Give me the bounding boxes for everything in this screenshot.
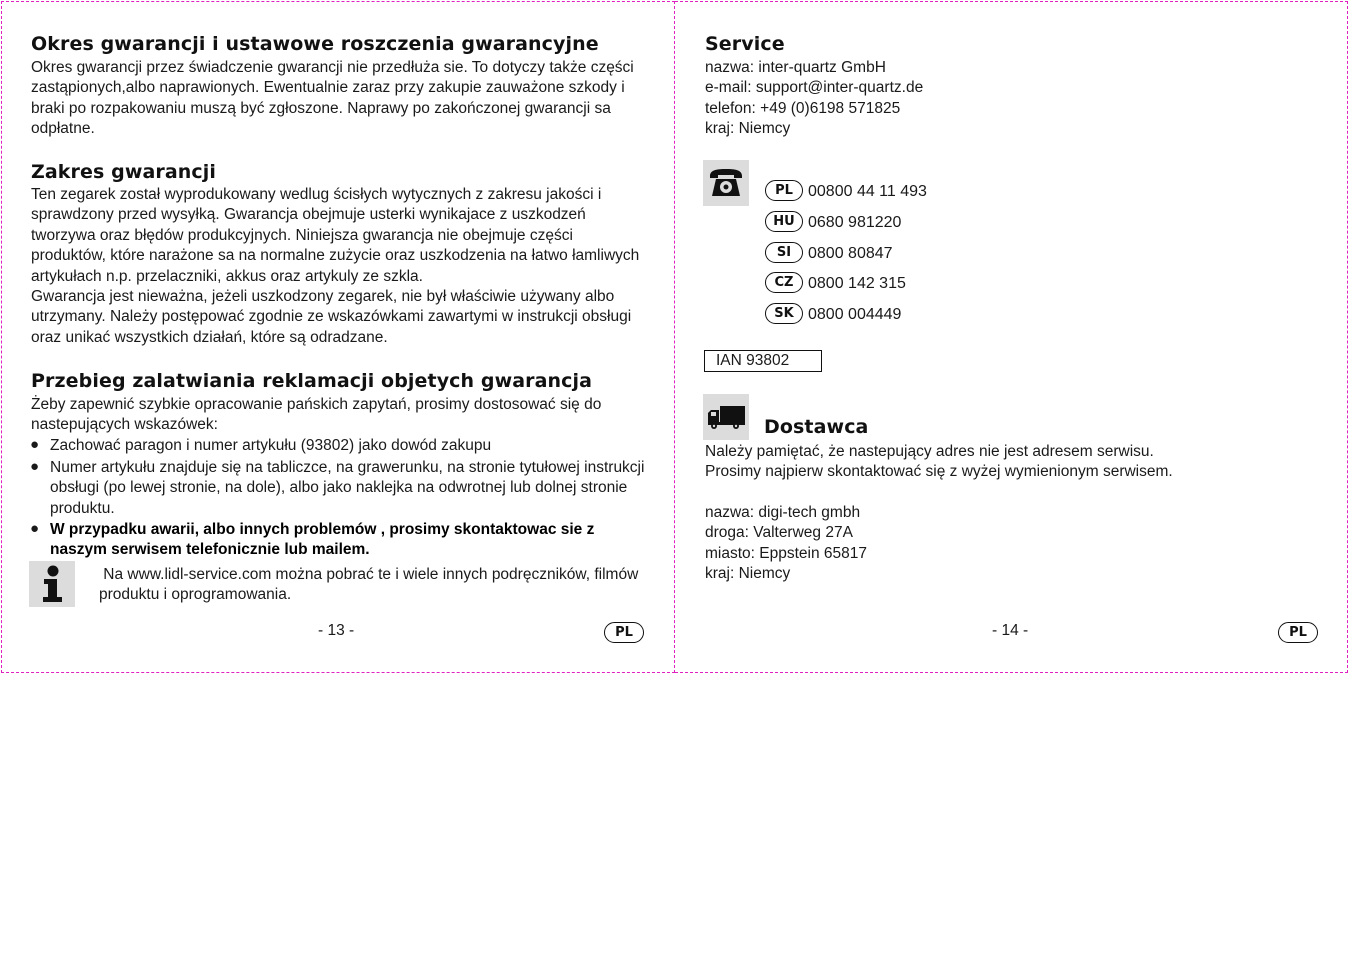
page-number: - 13 - xyxy=(318,622,355,639)
telephone-icon xyxy=(703,160,749,206)
paragraph-info xyxy=(99,565,664,606)
text-line: produktów, które narażone sa na normalne zużycie oraz uszkodzenia na łatwo łamliwych xyxy=(31,247,640,265)
text-line: Ten zegarek został wyprodukowany wedlug ścisłych wytycznych z zakresu jakości i xyxy=(31,186,602,203)
text-line: nazwa: digi-tech gmbh xyxy=(705,504,861,521)
page-number: - 14 - xyxy=(992,622,1029,639)
text-line: Prosimy najpierw skontaktować się z wyżej wymienionym serwisem. xyxy=(705,463,1173,481)
text-line: nazwa: inter-quartz GmbH xyxy=(705,59,886,76)
supplier-details xyxy=(705,503,1105,585)
bullet-icon: ● xyxy=(30,520,40,537)
country-badge: CZ xyxy=(765,272,803,293)
phone-number: 0800 80847 xyxy=(808,245,893,262)
truck-icon xyxy=(703,394,749,440)
text-line: utrzymany. Należy postępować zgodnie ze wskazówkami zawartymi w instrukcji obsługi xyxy=(31,308,632,326)
text-line: Gwarancja jest nieważna, jeżeli uszkodzony zegarek, nie był właściwie używany albo xyxy=(31,288,615,306)
paragraph-warranty-period xyxy=(31,58,661,140)
text-line: miasto: Eppstein 65817 xyxy=(705,544,867,562)
heading-claims-process: Przebieg zalatwiania reklamacji objetych gwarancja xyxy=(31,370,593,392)
heading-warranty-period: Okres gwarancji i ustawowe roszczenia gwarancyjne xyxy=(31,33,599,55)
phone-number: 0800 004449 xyxy=(808,306,902,323)
service-details xyxy=(705,58,1105,140)
language-badge: PL xyxy=(604,622,644,643)
country-badge: HU xyxy=(765,211,803,232)
heading-supplier: Dostawca xyxy=(764,416,869,438)
phone-number: 0800 142 315 xyxy=(808,275,906,292)
text-line: naszym serwisem telefonicznie lub mailem. xyxy=(50,541,370,559)
language-badge: PL xyxy=(1278,622,1318,643)
text-line: Numer artykułu znajduje się na tabliczce, na grawerunku, na stronie tytułowej instrukcji xyxy=(50,459,645,476)
text-line: oraz unikać wszystkich działań, które są odradzane. xyxy=(31,328,388,346)
text-line: Na www.lidl-service.com można pobrać te i wiele innych podręczników, filmów xyxy=(99,566,639,583)
text-line: artykułach n.p. przelaczniki, akkus oraz artykuly ze szkla. xyxy=(31,267,423,285)
bullet-icon: ● xyxy=(30,458,40,475)
phone-number: 0680 981220 xyxy=(808,214,902,231)
paragraph-warranty-scope xyxy=(31,185,666,348)
text-line: Zachować paragon i numer artykułu (93802) jako dowód zakupu xyxy=(50,437,492,454)
text-line: tworzywa oraz błędów produkcyjnych. Niniejsza gwarancja nie obejmuje części xyxy=(31,226,573,244)
ian-box: IAN 93802 xyxy=(704,350,822,372)
text-line: droga: Valterweg 27A xyxy=(705,524,853,542)
text-line: Należy pamiętać, że nastepujący adres nie jest adresem serwisu. xyxy=(705,443,1154,460)
text-line: kraj: Niemcy xyxy=(705,120,791,138)
heading-warranty-scope: Zakres gwarancji xyxy=(31,161,216,183)
text-line: braki po rozpakowaniu muszą być zgłoszone. Naprawy po zakończonej gwarancji sa xyxy=(31,99,611,117)
text-line: Żeby zapewnić szybkie opracowanie pańskich zapytań, prosimy dostosować się do xyxy=(31,396,602,413)
text-line: obsługi (po lewej stronie, na dole), albo jako naklejka na odwrotnej lub dolnej stronie xyxy=(50,479,628,497)
paragraph-claims-intro xyxy=(31,395,661,436)
text-line: produktu. xyxy=(50,499,115,517)
text-line: kraj: Niemcy xyxy=(705,565,791,583)
text-line: nastepujących wskazówek: xyxy=(31,416,218,434)
text-line: W przypadku awarii, albo innych problemów , prosimy skontaktowac sie z xyxy=(50,521,595,538)
bullet-icon: ● xyxy=(30,436,40,453)
info-icon xyxy=(29,561,75,607)
text-line: Okres gwarancji przez świadczenie gwarancji nie przedłuża sie. To dotyczy także części xyxy=(31,59,634,76)
text-line: sprawdzony przed wysyłką. Gwarancja obejmuje usterki wynikajace z uszkodzeń xyxy=(31,206,586,224)
text-line: telefon: +49 (0)6198 571825 xyxy=(705,99,901,117)
country-badge: PL xyxy=(765,180,803,201)
text-line: produktu i oprogramowania. xyxy=(99,586,292,604)
country-badge: SK xyxy=(765,303,803,324)
text-line: odpłatne. xyxy=(31,120,95,138)
text-line: zastąpionych,albo naprawionych. Ewentualnie zaraz przy zakupie zauważone szkody i xyxy=(31,79,625,97)
supplier-note xyxy=(705,442,1225,483)
country-badge: SI xyxy=(765,242,803,263)
phone-number: 00800 44 11 493 xyxy=(808,183,927,200)
text-line: e-mail: support@inter-quartz.de xyxy=(705,79,924,97)
heading-service: Service xyxy=(705,33,785,55)
